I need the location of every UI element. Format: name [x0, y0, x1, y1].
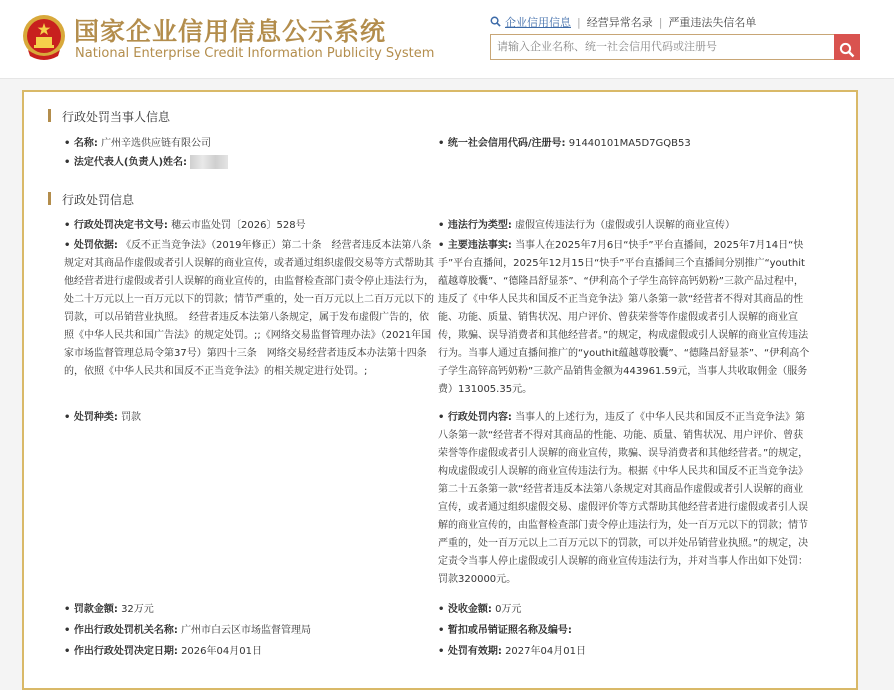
field-penalty-content: [438, 409, 812, 589]
credit-code-value: 91440101MA5D7GQB53: [568, 138, 691, 149]
field-basis: [64, 237, 434, 381]
nav-separator: |: [577, 16, 581, 29]
search-box: [490, 34, 835, 60]
violation-type-value: 虚假宣传违法行为（虚假或引人误解的商业宣传）: [515, 220, 736, 231]
decision-date-label: • 作出行政处罚决定日期:: [64, 646, 178, 657]
search-icon: [490, 16, 501, 27]
field-suspended-license: [438, 622, 828, 640]
search-button[interactable]: [834, 34, 860, 60]
field-name: [64, 135, 434, 153]
basis-label: • 处罚依据:: [64, 240, 118, 251]
validity-value: 2027年04月01日: [505, 646, 586, 657]
field-penalty-type: [64, 409, 434, 427]
main-facts-label: • 主要违法事实:: [438, 240, 512, 251]
penalty-content-label: • 行政处罚内容:: [438, 412, 512, 423]
field-confiscation: [438, 601, 828, 619]
basis-value: 《反不正当竞争法》（2019年修正）第二十条 经营者违反本法第八条规定对其商品作虚假或者引人误解的商业宣传，或者通过组织虚假交易等方式帮助其他经营者进行虚假或者引人误解的商业宣传的，由监督检查部门责令停止违法行为，处二十万元以上一百万元以下的罚款；情节严重的，处一百万元以上二百万元以下的罚款，可以吊销营业执照。 经营者违反本法第八条规定，属于发布虚假广告的，依照《中华人民共和国广告法》的规定处罚。;;《网络交易监督管理办法》（2021年国家市场监督管理总局令第37号）第四十三条 网络交易经营者违反本办法第十四条的，依照《中华人民共和国反不正当竞争法》的相关规定进行处罚。;: [64, 240, 434, 377]
name-label: • 名称:: [64, 138, 98, 149]
legal-rep-label: • 法定代表人(负责人)姓名:: [64, 157, 187, 168]
party-section-title: 行政处罚当事人信息: [62, 110, 171, 124]
field-doc-number: [64, 217, 434, 235]
doc-number-value: 穗云市监处罚〔2026〕528号: [171, 220, 306, 231]
penalty-section-title: 行政处罚信息: [62, 193, 135, 207]
main-facts-value: 当事人在2025年7月6日“快手”平台直播间，2025年7月14日“快手”平台直播间，2025年12月15日“快手”平台直播间三个直播间分别推广“youthit蕴越尊胶囊”、“德隆昌舒显茶”、“伊利高个子学生高锌高钙奶粉”三款产品过程中，违反了《中华人民共和国反不正当竞争法》第八条第一款“经营者不得对其商品的性能、功能、质量、销售状况、用户评价、曾获荣誉等作虚假或者引人误解的商业宣传，欺骗、误导消费者和其他经营者。”的规定，构成虚假或引人误解的商业宣传违法行为。当事人通过直播间推广的“youthit蕴越尊胶囊”、“德隆昌舒显茶”、“伊利高个子学生高锌高钙奶粉”三款产品销售金额为443961.59元，当事人共收取佣金（服务费）131005.35元。: [438, 240, 810, 395]
site-subtitle: National Enterprise Credit Information Publicity System: [75, 46, 435, 61]
fine-amount-value: 32万元: [121, 604, 154, 615]
suspended-license-label: • 暂扣或吊销证照名称及编号:: [438, 625, 572, 636]
field-main-facts: [438, 237, 812, 399]
authority-value: 广州市白云区市场监督管理局: [181, 625, 312, 636]
detail-panel: [22, 90, 858, 690]
field-authority: [64, 622, 434, 640]
confiscation-value: 0万元: [495, 604, 522, 615]
site-header: [0, 0, 894, 79]
penalty-type-label: • 处罚种类:: [64, 412, 118, 423]
search-input[interactable]: [491, 36, 833, 58]
nav-credit-info-link[interactable]: 企业信用信息: [505, 16, 571, 29]
validity-label: • 处罚有效期:: [438, 646, 502, 657]
field-decision-date: [64, 643, 434, 661]
field-credit-code: [438, 135, 828, 153]
fine-amount-label: • 罚款金额:: [64, 604, 118, 615]
nav-separator: |: [658, 16, 663, 29]
nav-abnormal-list-link[interactable]: 经营异常名录: [586, 16, 653, 29]
field-fine-amount: [64, 601, 434, 619]
field-validity: [438, 643, 828, 661]
legal-rep-redacted: [190, 155, 228, 169]
field-legal-rep: [64, 154, 434, 172]
violation-type-label: • 违法行为类型:: [438, 220, 512, 231]
authority-label: • 作出行政处罚机关名称:: [64, 625, 178, 636]
field-violation-type: [438, 217, 828, 235]
penalty-content-value: 当事人的上述行为，违反了《中华人民共和国反不正当竞争法》第八条第一款“经营者不得对其商品的性能、功能、质量、销售状况、用户评价、曾获荣誉等作虚假或者引人误解的商业宣传，欺骗、误导消费者和其他经营者。”的规定，构成虚假或引人误解的商业宣传违法行为。根据《中华人民共和国反不正当竞争法》第二十五条第一款“经营者违反本法第八条规定对其商品作虚假或者引人误解的商业宣传，或者通过组织虚假交易、虚假评价等方式帮助其他经营者进行虚假或者引人误解的商业宣传的，由监督检查部门责令停止违法行为，处一百万元以下的罚款；情节严重的，处一百万元以上二百万元以下的罚款，可以并处吊销营业执照。”的规定，决定责令当事人停止虚假或引人误解的商业宣传违法行为，并对当事人作出如下处罚：罚款320000元。: [438, 412, 809, 585]
confiscation-label: • 没收金额:: [438, 604, 492, 615]
site-title: 国家企业信用信息公示系统: [74, 17, 387, 46]
decision-date-value: 2026年04月01日: [181, 646, 262, 657]
credit-code-label: • 统一社会信用代码/注册号:: [438, 138, 566, 149]
nav-blacklist-link[interactable]: 严重违法失信名单: [668, 16, 757, 29]
search-icon: [839, 42, 855, 58]
top-nav: [490, 14, 762, 30]
doc-number-label: • 行政处罚决定书文号:: [64, 220, 168, 231]
penalty-type-value: 罚款: [121, 412, 142, 423]
national-emblem-icon: [22, 14, 66, 60]
name-value: 广州辛选供应链有限公司: [101, 138, 212, 149]
